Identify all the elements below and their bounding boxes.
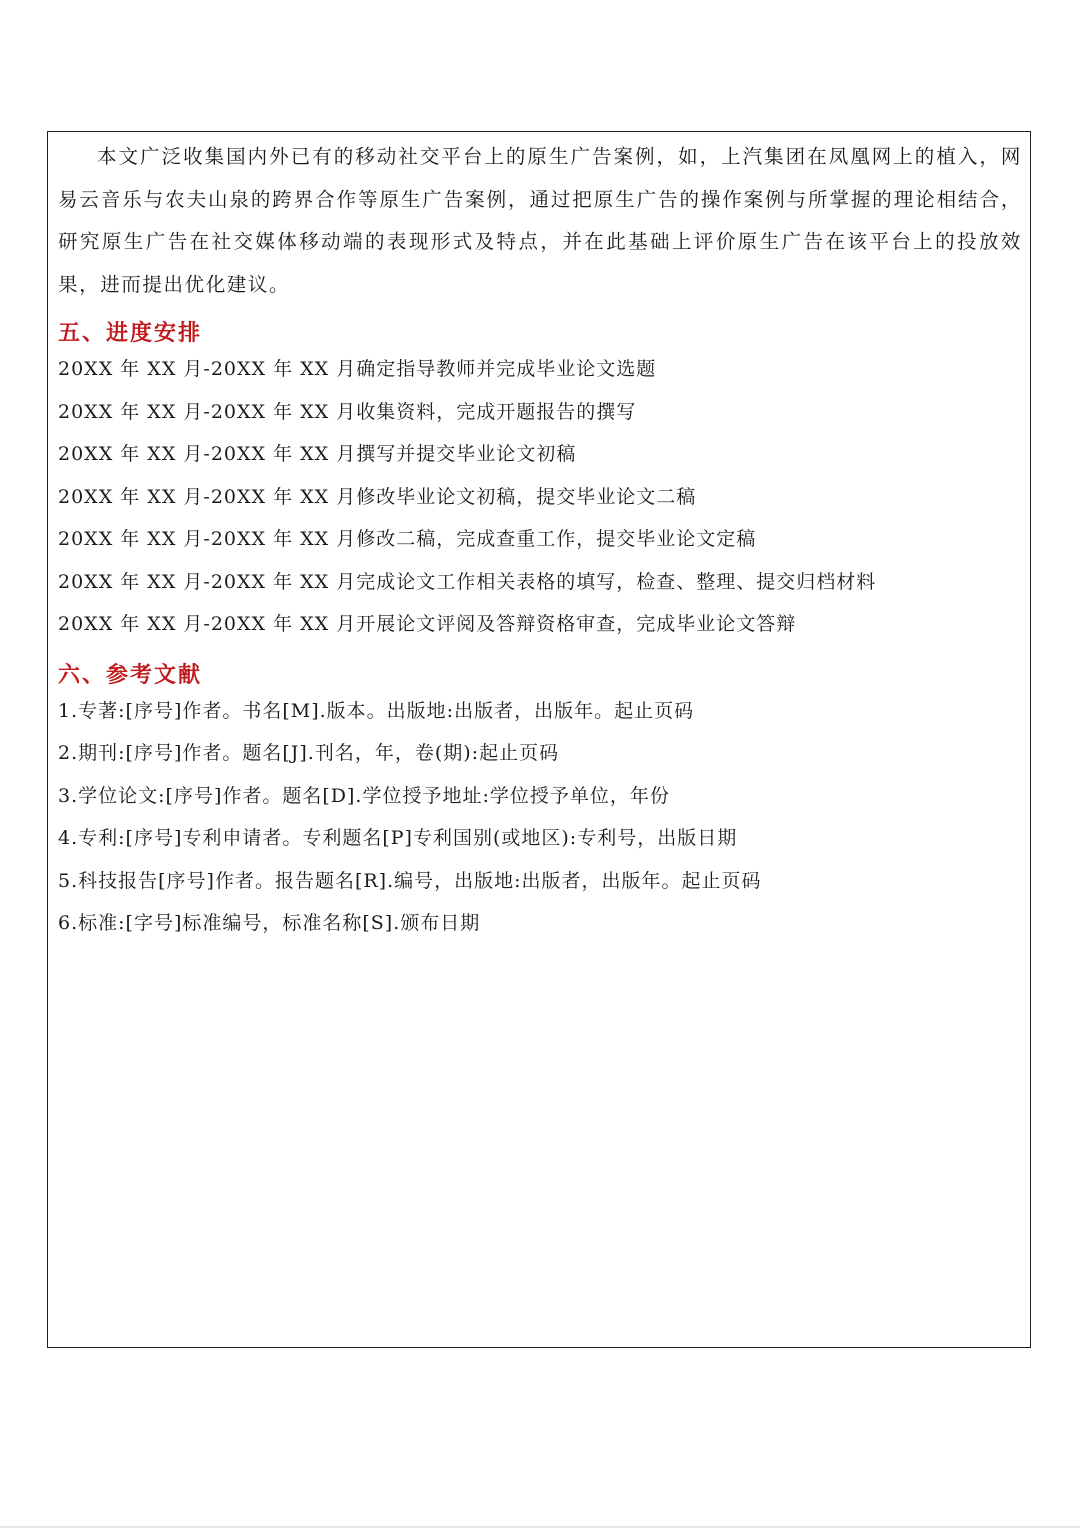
schedule-item: 20XX 年 XX 月-20XX 年 XX 月收集资料，完成开题报告的撰写 xyxy=(58,400,637,423)
schedule-item: 20XX 年 XX 月-20XX 年 XX 月修改毕业论文初稿，提交毕业论文二稿 xyxy=(58,485,697,508)
reference-item: 6.标准:[字号]标准编号，标准名称[S].颁布日期 xyxy=(58,912,481,934)
schedule-item: 20XX 年 XX 月-20XX 年 XX 月确定指导教师并完成毕业论文选题 xyxy=(58,358,657,380)
reference-item: 4.专利:[序号]专利申请者。专利题名[P]专利国别(或地区):专利号，出版日期 xyxy=(58,827,738,849)
content-frame xyxy=(47,131,1031,1348)
section-heading-schedule: 五、进度安排 xyxy=(58,320,203,346)
reference-item: 3.学位论文:[序号]作者。题名[D].学位授予地址:学位授予单位，年份 xyxy=(58,784,670,807)
reference-item: 5.科技报告[序号]作者。报告题名[R].编号，出版地:出版者，出版年。起止页码 xyxy=(58,869,762,892)
schedule-item: 20XX 年 XX 月-20XX 年 XX 月修改二稿，完成查重工作，提交毕业论文定稿 xyxy=(58,528,757,550)
content-body xyxy=(58,132,1022,945)
reference-item: 2.期刊:[序号]作者。题名[J].刊名，年，卷(期):起止页码 xyxy=(58,742,560,764)
references-list xyxy=(58,690,1022,945)
intro-paragraph: 本文广泛收集国内外已有的移动社交平台上的原生广告案例，如，上汽集团在凤凰网上的植入，网易云音乐与农夫山泉的跨界合作等原生广告案例，通过把原生广告的操作案例与所掌握的理论相结合，研究原生广告在社交媒体移动端的表现形式及特点，并在此基础上评价原生广告在该平台上的投放效果，进而提出优化建议。 xyxy=(58,145,1022,296)
schedule-item: 20XX 年 XX 月-20XX 年 XX 月开展论文评阅及答辩资格审查，完成毕业论文答辩 xyxy=(58,613,797,635)
schedule-item: 20XX 年 XX 月-20XX 年 XX 月完成论文工作相关表格的填写，检查、整理、提交归档材料 xyxy=(58,570,877,593)
schedule-list xyxy=(58,348,1022,646)
reference-item: 1.专著:[序号]作者。书名[M].版本。出版地:出版者，出版年。起止页码 xyxy=(58,699,695,722)
schedule-item: 20XX 年 XX 月-20XX 年 XX 月撰写并提交毕业论文初稿 xyxy=(58,443,577,465)
section-heading-references: 六、参考文献 xyxy=(58,661,203,688)
